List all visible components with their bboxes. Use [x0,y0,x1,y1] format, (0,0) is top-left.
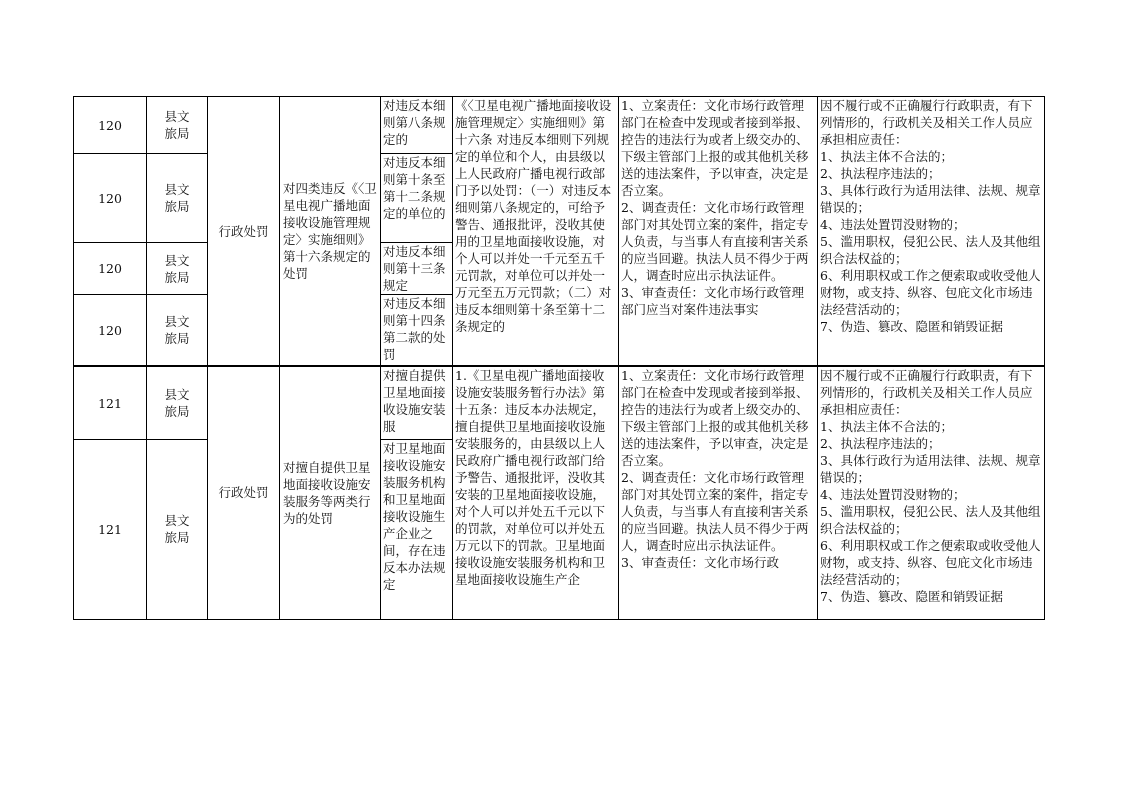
power-type: 行政处罚 [218,485,269,500]
sub-item: 对违反本细则第十四条第二款的处罚 [383,296,446,362]
item-number: 120 [98,190,122,206]
department: 县文旅局 [164,109,190,141]
department: 县文旅局 [164,252,190,285]
department: 县文旅局 [164,387,190,419]
item-number: 120 [98,322,122,338]
sub-item: 对卫星地面接收设施安装服务机构和卫星地面接收设施生产企业之间，存在违反本办法规定 [383,441,446,592]
item-number: 120 [98,117,122,133]
power-item-name: 对四类违反《〈卫星电视广播地面接收设施管理规定〉实施细则》第十六条规定的处罚 [283,181,377,281]
accountability: 因不履行或不正确履行行政职责，有下列情形的，行政机关及相关工作人员应承担相应责任： 1、执法主体不合法的； 2、执法程序违法的； 3、具体行政行为适用法律、法规、规章错误的； 4、违法处置罚没财物的； 5、滥用职权，侵犯公民、法人及其他组织合法权益的； 6、利用职权或工作之便索取或收受他人财物，或支持、纵容、包庇文化市场违法经营活动的； 7、伪造、篡改、隐匿和销毁证据 [820,98,1041,334]
sub-item: 对违反本细则第十条至第十二条规定的单位的 [383,155,446,221]
item-number: 120 [98,261,122,276]
sub-item: 对违反本细则第八条规定的 [383,98,446,147]
item-number: 121 [98,395,122,411]
department: 县文旅局 [164,314,190,346]
power-item-name: 对擅自提供卫星地面接收设施安装服务等两类行为的处罚 [283,459,371,526]
department: 县文旅局 [164,513,190,545]
sub-item: 对擅自提供卫星地面接收设施安装服 [383,368,446,434]
responsibility-items: 1、立案责任：文化市场行政管理部门在检查中发现或者接到举报、控告的违法行为或者上级交办的、下级主管部门上报的或其他机关移送的违法案件，予以审查，决定是否立案。 2、调查责任：文化市场行政管理部门对其处罚立案的案件，指定专人负责，与当事人有直接利害关系的应当回避。执法人员不得少于两人，调查时应出示执法证件。 3、审查责任：文化市场行政 [621,368,809,570]
department: 县文旅局 [164,182,190,214]
accountability: 因不履行或不正确履行行政职责，有下列情形的，行政机关及相关工作人员应承担相应责任： 1、执法主体不合法的； 2、执法程序违法的； 3、具体行政行为适用法律、法规、规章错误的； 4、违法处置罚没财物的； 5、滥用职权，侵犯公民、法人及其他组织合法权益的； 6、利用职权或工作之便索取或收受他人财物，或支持、纵容、包庇文化市场违法经营活动的； 7、伪造、篡改、隐匿和销毁证据 [820,368,1041,604]
responsibility-items: 1、立案责任：文化市场行政管理部门在检查中发现或者接到举报、控告的违法行为或者上级交办的、下级主管部门上报的或其他机关移送的违法案件，予以审查，决定是否立案。 2、调查责任：文化市场行政管理部门对其处罚立案的案件，指定专人负责，与当事人有直接利害关系的应当回避。执法人员不得少于两人，调查时应出示执法证件。 3、审查责任：文化市场行政管理部门应当对案件违法事实 [621,98,809,317]
item-number: 121 [98,521,122,537]
legal-basis: 《〈卫星电视广播地面接收设施管理规定〉实施细则》第十六条 对违反本细则下列规定的单位和个人，由县级以上人民政府广播电视行政部门予以处罚：（一）对违反本细则第八条规定的，可给予警告、通报批评，没收其使用的卫星地面接收设施，对个人可以并处一千元至五千元罚款，对单位可以并处一万元至五万元罚款；（二）对违反本细则第十条至第十二条规定的 [455,98,612,334]
power-type: 行政处罚 [218,223,269,239]
sub-item: 对违反本细则第十三条规定 [383,244,446,293]
responsibility-table [73,96,1045,620]
legal-basis: 1.《卫星电视广播地面接收设施安装服务暂行办法》第十五条：违反本办法规定，擅自提供卫星地面接收设施安装服务的，由县级以上人民政府广播电视行政部门给予警告、通报批评，没收其安装的卫星地面接收设施，对个人可以并处五千元以下的罚款，对单位可以并处五万元以下的罚款。卫星地面接收设施安装服务机构和卫星地面接收设施生产企 [455,368,606,587]
